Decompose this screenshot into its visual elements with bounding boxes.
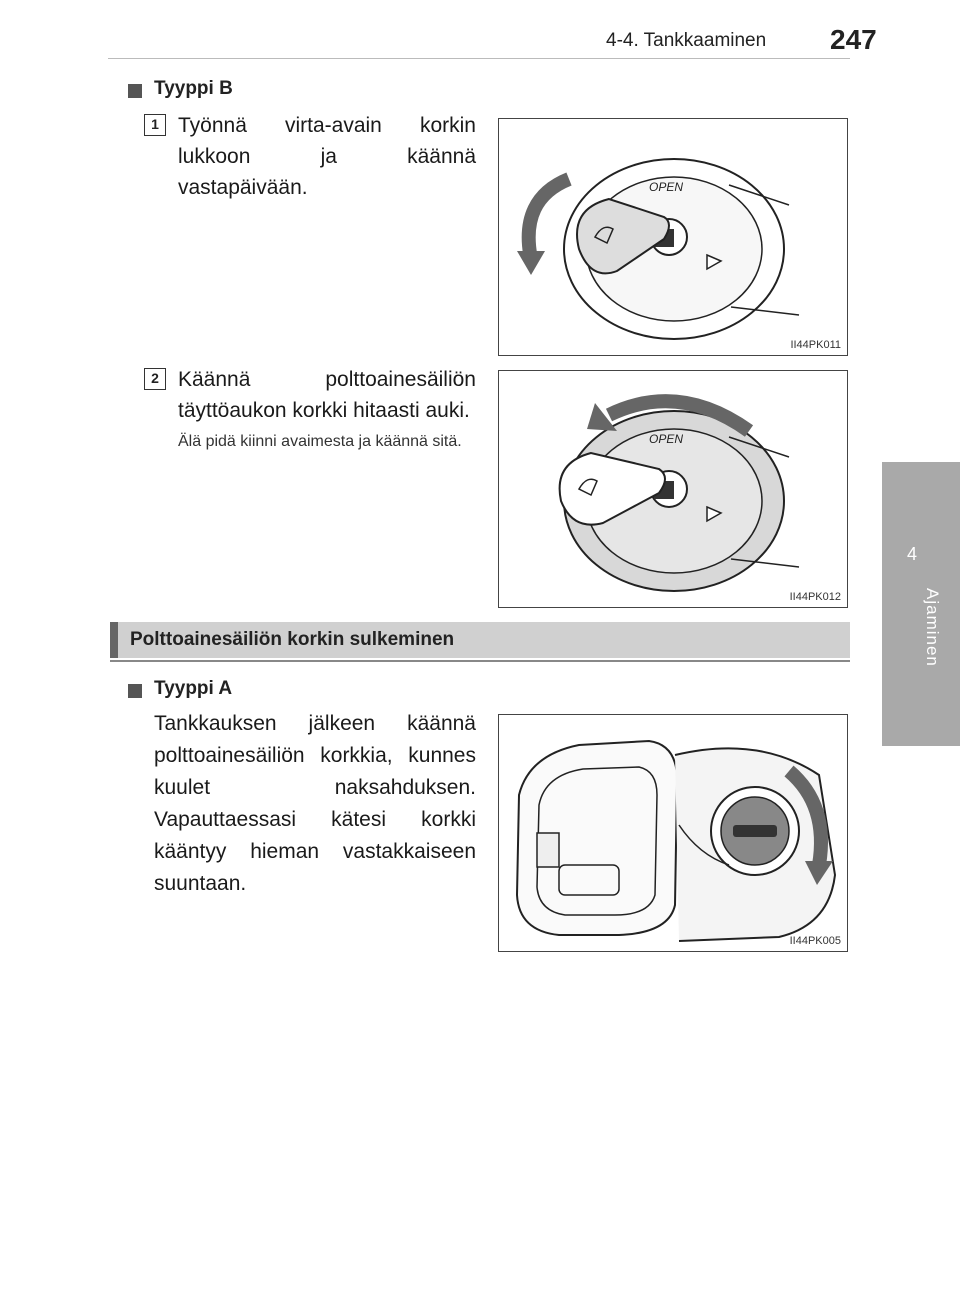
square-bullet-icon bbox=[128, 84, 142, 98]
figure-turn-cap bbox=[498, 370, 848, 608]
cap-rotation-illustration bbox=[499, 371, 849, 609]
figure-code-3: II44PK005 bbox=[789, 935, 841, 947]
chapter-title: Ajaminen bbox=[923, 588, 942, 667]
chapter-tab[interactable] bbox=[882, 462, 960, 746]
fuel-door-illustration bbox=[499, 715, 849, 953]
step-2-number: 2 bbox=[144, 368, 166, 390]
type-a-text: Tankkauksen jälkeen käännä polttoainesäiliön korkkia, kunnes kuulet naksahduksen. Vapauttaessasi kätesi korkki kääntyy hieman vastakkaiseen suuntaan. bbox=[154, 712, 476, 895]
step-2-note: Älä pidä kiinni avaimesta ja käännä sitä. bbox=[178, 433, 462, 450]
figure-fuel-door bbox=[498, 714, 848, 952]
svg-text:OPEN: OPEN bbox=[649, 180, 684, 194]
figure-code-2: II44PK012 bbox=[789, 591, 841, 603]
type-a-heading: Tyyppi A bbox=[154, 678, 233, 699]
type-b-heading: Tyyppi B bbox=[154, 78, 233, 99]
key-in-cap-illustration bbox=[499, 119, 849, 357]
square-bullet-icon bbox=[128, 684, 142, 698]
page-header bbox=[0, 0, 960, 60]
section-banner bbox=[110, 622, 850, 658]
page-number: 247 bbox=[830, 24, 877, 55]
chapter-number: 4 bbox=[906, 544, 917, 564]
step-1-number: 1 bbox=[144, 114, 166, 136]
step-2-text: Käännä polttoainesäiliön täyttöaukon korkki hitaasti auki. bbox=[178, 368, 476, 422]
banner-divider bbox=[110, 660, 850, 662]
section-title: 4-4. Tankkaaminen bbox=[606, 30, 767, 51]
step-1-text: Työnnä virta-avain korkin lukkoon ja käännä vastapäivään. bbox=[178, 114, 476, 199]
figure-code-1: II44PK011 bbox=[790, 339, 841, 351]
header-divider bbox=[108, 58, 850, 59]
svg-text:OPEN: OPEN bbox=[649, 432, 684, 446]
banner-title: Polttoainesäiliön korkin sulkeminen bbox=[130, 629, 455, 650]
figure-key-in-cap bbox=[498, 118, 848, 356]
